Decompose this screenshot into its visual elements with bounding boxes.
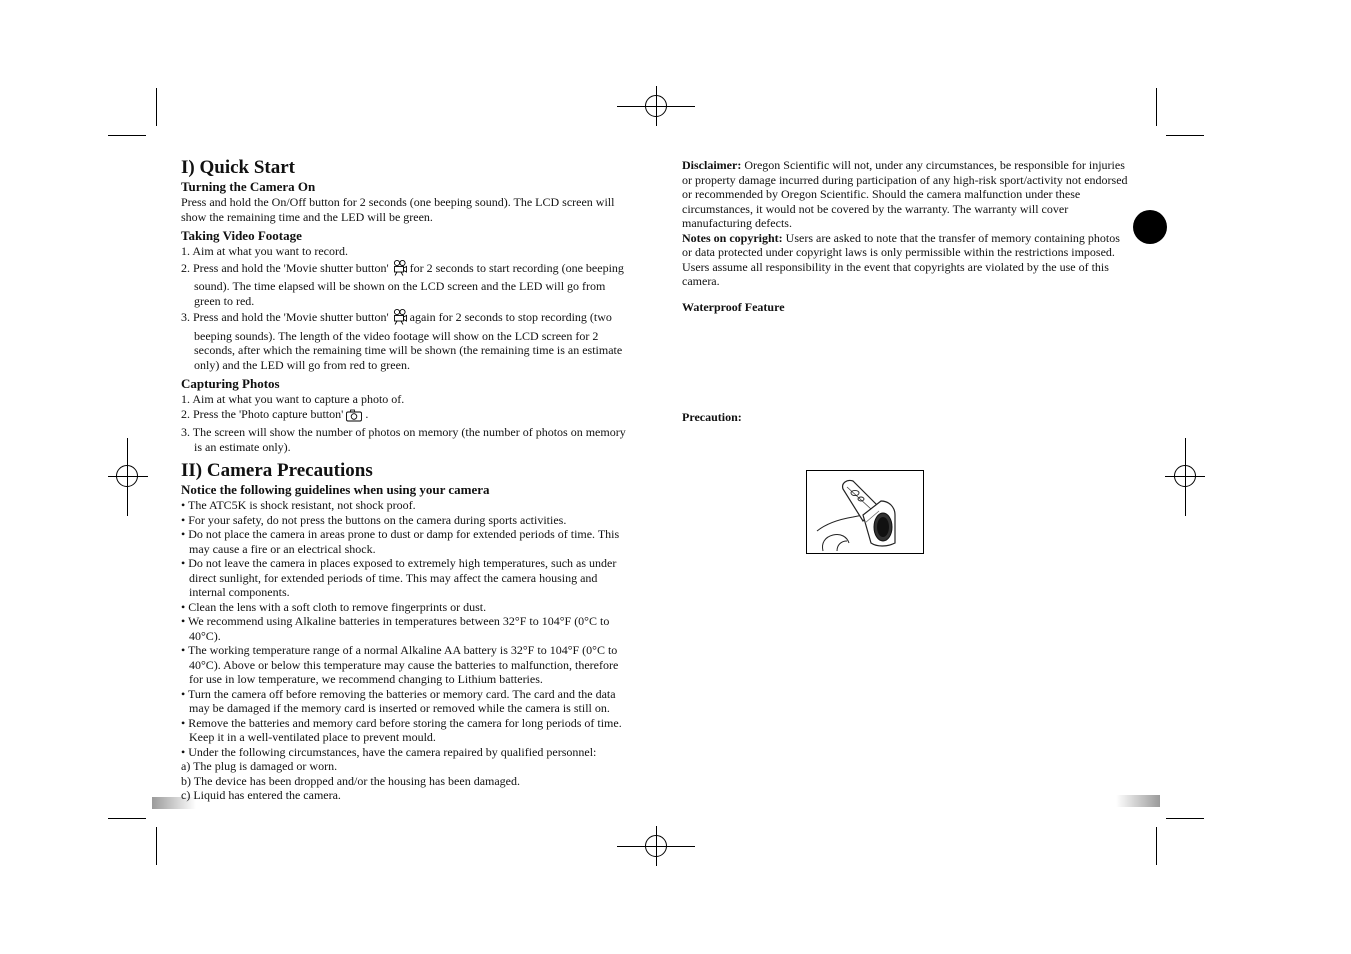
movie-shutter-icon xyxy=(391,308,408,329)
waterproof-heading: Waterproof Feature xyxy=(682,299,785,314)
precaution-item: • For your safety, do not press the buttons on the camera during sports activities. xyxy=(181,512,567,527)
registration-circle xyxy=(645,835,667,857)
gray-gradient-bar-right xyxy=(1116,795,1160,807)
crop-mark xyxy=(1156,827,1157,865)
repair-condition: a) The plug is damaged or worn. xyxy=(181,759,338,773)
video-step-3 xyxy=(181,308,633,372)
movie-shutter-icon xyxy=(391,259,408,280)
precaution-item: • Turn the camera off before removing the batteries or memory card. The card and the data may be damaged if the memory card is inserted or removed while the camera is still on. xyxy=(181,686,616,715)
registration-circle xyxy=(1174,465,1196,487)
disclaimer-label: Disclaimer: xyxy=(682,158,742,172)
right-column xyxy=(682,158,1128,425)
photo-step-1: 1. Aim at what you want to capture a photo of. xyxy=(181,392,405,406)
quick-start-title: I) Quick Start xyxy=(181,157,295,178)
disclaimer-text: Oregon Scientific will not, under any circumstances, be responsible for injuries or property damage incurred during participation of any high-risk sport/activity not endorsed or recommended by Oregon Scientific. Should the camera malfunction under these circumstances, it would not be covered by the warranty. The warranty will cover manufacturing defects. xyxy=(682,158,1128,230)
repair-condition: b) The device has been dropped and/or the housing has been damaged. xyxy=(181,773,520,788)
crop-mark xyxy=(1166,818,1204,819)
photos-heading: Capturing Photos xyxy=(181,376,280,391)
crop-mark xyxy=(156,88,157,126)
video-step-3-rest: again for 2 seconds to stop recording (two beeping sounds). The length of the video footage will show on the LCD screen for 2 seconds, after which the remaining time will be shown (the remaining time is an estimate only) and the LED will go from red to green. xyxy=(194,310,623,372)
precaution-item: • Do not place the camera in areas prone to dust or damp for extended periods of time. This may cause a fire or an electrical shock. xyxy=(181,527,620,556)
video-heading: Taking Video Footage xyxy=(181,228,302,243)
photo-step-2-end: . xyxy=(365,406,369,421)
precaution-item: • Under the following circumstances, have the camera repaired by qualified personnel: xyxy=(181,744,597,759)
photo-step-2 xyxy=(181,407,633,426)
precaution-item: • Remove the batteries and memory card before storing the camera for long periods of time. Keep it in a well-ventilated place to prevent mould. xyxy=(181,715,622,744)
repair-condition: c) Liquid has entered the camera. xyxy=(181,788,341,802)
precaution-item: • Clean the lens with a soft cloth to remove fingerprints or dust. xyxy=(181,599,487,614)
copyright-text: Users are asked to note that the transfer of memory containing photos or data protected under copyright laws is only permissible within the restrictions imposed. Users assume all responsibility in the event that copyrights are violated by the use of this camera. xyxy=(682,230,1120,288)
precaution-item: • The ATC5K is shock resistant, not shock proof. xyxy=(181,498,416,512)
camera-in-hand-illustration xyxy=(806,470,924,554)
left-column xyxy=(181,157,633,803)
turning-on-text: Press and hold the On/Off button for 2 seconds (one beeping sound). The LCD screen will show the remaining time and the LED will be green. xyxy=(181,195,615,224)
precaution-heading: Precaution: xyxy=(682,410,742,424)
precaution-item: • The working temperature range of a normal Alkaline AA battery is 32°F to 104°F (0°C to 40°C). Above or below this temperature may cause the batteries to malfunction, therefore for use in low temperature, we recommend changing to Lithium batteries. xyxy=(181,643,619,686)
video-step-3-lead: 3. Press and hold the 'Movie shutter button' xyxy=(181,310,389,324)
turning-on-heading: Turning the Camera On xyxy=(181,179,316,194)
photo-step-3: 3. The screen will show the number of photos on memory (the number of photos on memory is an estimate only). xyxy=(181,425,626,454)
video-step-1: 1. Aim at what you want to record. xyxy=(181,244,348,258)
photo-step-2-lead: 2. Press the 'Photo capture button' xyxy=(181,406,344,421)
crop-mark xyxy=(108,135,146,136)
crop-mark xyxy=(1166,135,1204,136)
precautions-title: II) Camera Precautions xyxy=(181,460,373,481)
video-step-2-lead: 2. Press and hold the 'Movie shutter button' xyxy=(181,260,389,275)
precautions-heading: Notice the following guidelines when using your camera xyxy=(181,482,490,497)
precaution-item: • Do not leave the camera in places exposed to extremely high temperatures, such as under direct sunlight, for extended periods of time. This may affect the camera housing and internal components. xyxy=(181,556,617,599)
precaution-item: • We recommend using Alkaline batteries in temperatures between 32°F to 104°F (0°C to 40°C). xyxy=(181,614,610,643)
crop-mark xyxy=(156,827,157,865)
copyright-paragraph xyxy=(682,231,1128,289)
video-step-2 xyxy=(181,259,633,309)
copyright-label: Notes on copyright: xyxy=(682,230,783,245)
registration-circle xyxy=(116,465,138,487)
video-step-2-rest: for 2 seconds to start recording (one beeping sound). The time elapsed will be shown on the LCD screen and the LED will go from green to red. xyxy=(194,260,624,308)
photo-camera-icon xyxy=(345,409,363,426)
registration-circle xyxy=(645,95,667,117)
crop-mark xyxy=(108,818,146,819)
crop-mark xyxy=(1156,88,1157,126)
disclaimer-paragraph xyxy=(682,158,1128,231)
black-tab-dot xyxy=(1133,210,1167,244)
